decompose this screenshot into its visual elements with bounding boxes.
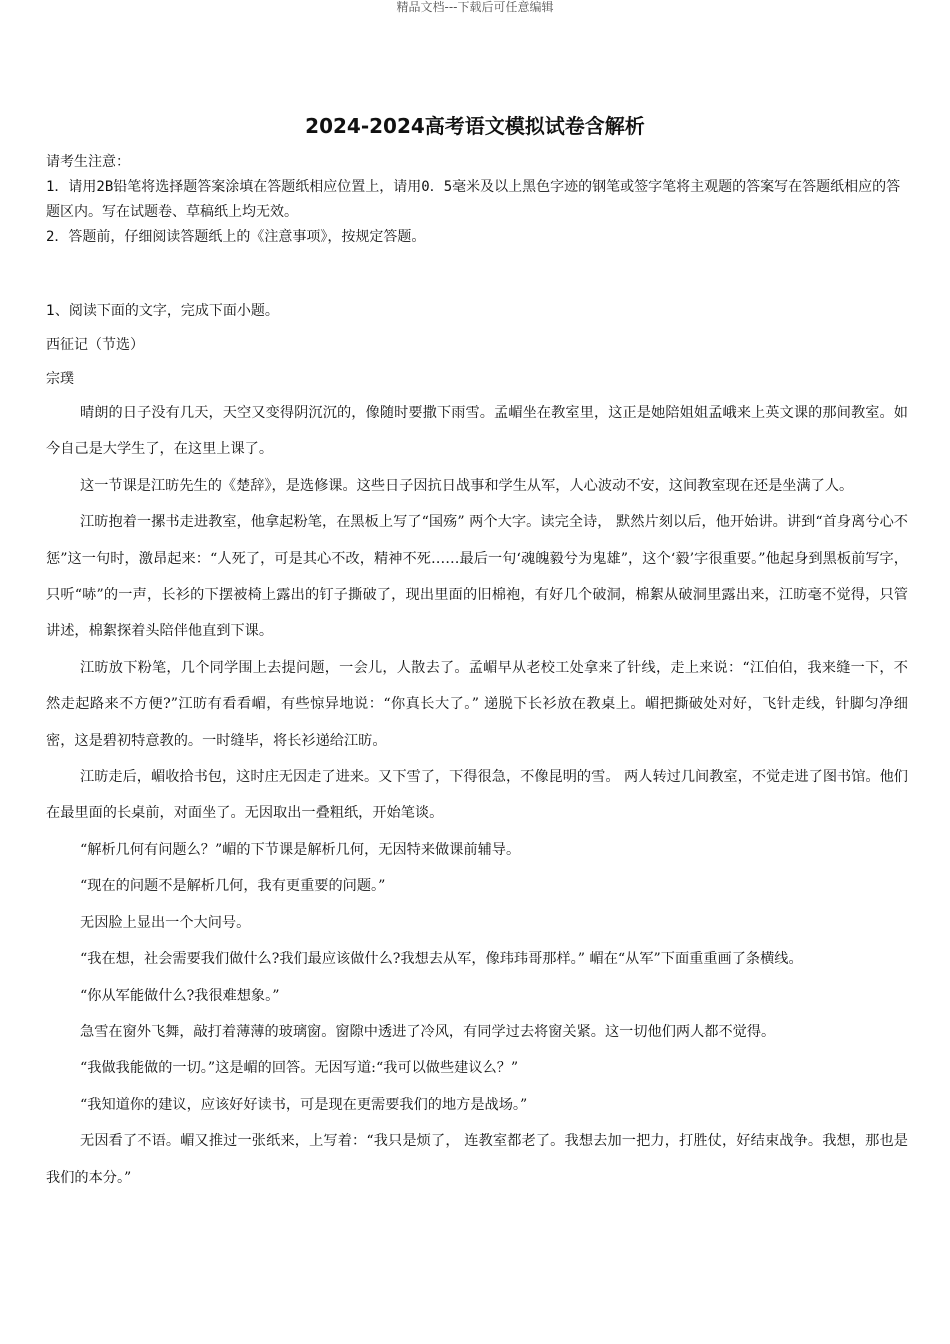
passage-paragraph: “解析几何有问题么？”嵋的下节课是解析几何，无因特来做课前辅导。 [80,841,521,858]
passage-paragraph: “我在想，社会需要我们做什么?我们最应该做什么?我想去从军，像玮玮哥那样。” 嵋在“从军”下面重重画了条横线。 [80,951,803,968]
passage-paragraph: 无因看了不语。嵋又推过一张纸来，上写着：“我只是烦了， 连教室都老了。我想去加一把力，打胜仗，好结束战争。我想，那也是我们的本分。” [46,1133,908,1186]
passage-paragraph: 晴朗的日子没有几天，天空又变得阴沉沉的，像随时要撒下雨雪。孟嵋坐在教室里，这正是她陪姐姐孟峨来上英文课的那间教室。如今自己是大学生了，在这里上课了。 [46,405,908,458]
page-header-note: 精品文档---下载后可任意编辑 [396,0,554,14]
notice-item: 2．答题前，仔细阅读答题纸上的《注意事项》，按规定答题。 [46,229,426,245]
passage-paragraph: “我做我能做的一切。”这是嵋的回答。无因写道:“我可以做些建议么？” [80,1060,519,1077]
passage-paragraph: 江昉走后，嵋收拾书包，这时庄无因走了进来。又下雪了，下得很急，不像昆明的雪。 两人转过几间教室，不觉走进了图书馆。他们在最里面的长桌前，对面坐了。无因取出一叠粗纸，开始笔谈。 [46,769,908,822]
passage-paragraph: 这一节课是江昉先生的《楚辞》，是选修课。这些日子因抗日战事和学生从军，人心波动不安，这间教室现在还是坐满了人。 [80,477,854,494]
question-prompt: 1、阅读下面的文字，完成下面小题。 [46,303,279,319]
document-title: 2024-2024高考语文模拟试卷含解析 [305,114,645,138]
author-name: 宗璞 [46,371,74,387]
passage-paragraph: “现在的问题不是解析几何，我有更重要的问题。” [80,878,386,895]
passage-paragraph: “你从军能做什么?我很难想象。” [80,987,280,1004]
notice-item: 1．请用2B铅笔将选择题答案涂填在答题纸相应位置上，请用0．5毫米及以上黑色字迹的钢笔或签字笔将主观题的答案写在答题纸相应的答题区内。写在试题卷、草稿纸上均无效。 [46,179,901,220]
passage-paragraph: 急雪在窗外飞舞，敲打着薄薄的玻璃窗。窗隙中透进了冷风，有同学过去将窗关紧。这一切他们两人都不觉得。 [80,1023,776,1040]
notice-heading: 请考生注意： [46,154,130,170]
exam-notice [46,150,906,250]
passage-paragraph: 江昉抱着一摞书走进教室，他拿起粉笔，在黑板上写了“国殇” 两个大字。读完全诗， 默然片刻以后，他开始讲。讲到“首身离兮心不惩”这一句时，激昂起来：“人死了，可是其心不改，精神不死……最后一句‘魂魄毅兮为鬼雄”，这个‘毅’字很重要。”他起身到黑板前写字，只听“哧”的一声，长衫的下摆被椅上露出的钉子撕破了，现出里面的旧棉袍，有好几个破洞，棉絮从破洞里露出来，江昉毫不觉得，只管讲述，棉絮探着头陪伴他直到下课。 [46,514,908,640]
passage-paragraph: “我知道你的建议，应该好好读书，可是现在更需要我们的地方是战场。” [80,1096,528,1113]
passage-paragraph: 江昉放下粉笔，几个同学围上去提问题，一会儿，人散去了。孟嵋早从老校工处拿来了针线，走上来说：“江伯伯，我来缝一下，不然走起路来不方便?”江昉有看看嵋，有些惊异地说：“你真长大了。” 递脱下长衫放在教桌上。嵋把撕破处对好，飞针走线，针脚匀净细密，这是碧初特意教的。一时缝毕，将长衫递给江昉。 [46,659,908,749]
source-title: 西征记（节选） [46,337,144,353]
passage-paragraph: 无因脸上显出一个大问号。 [80,914,251,931]
reading-passage [46,395,908,1196]
